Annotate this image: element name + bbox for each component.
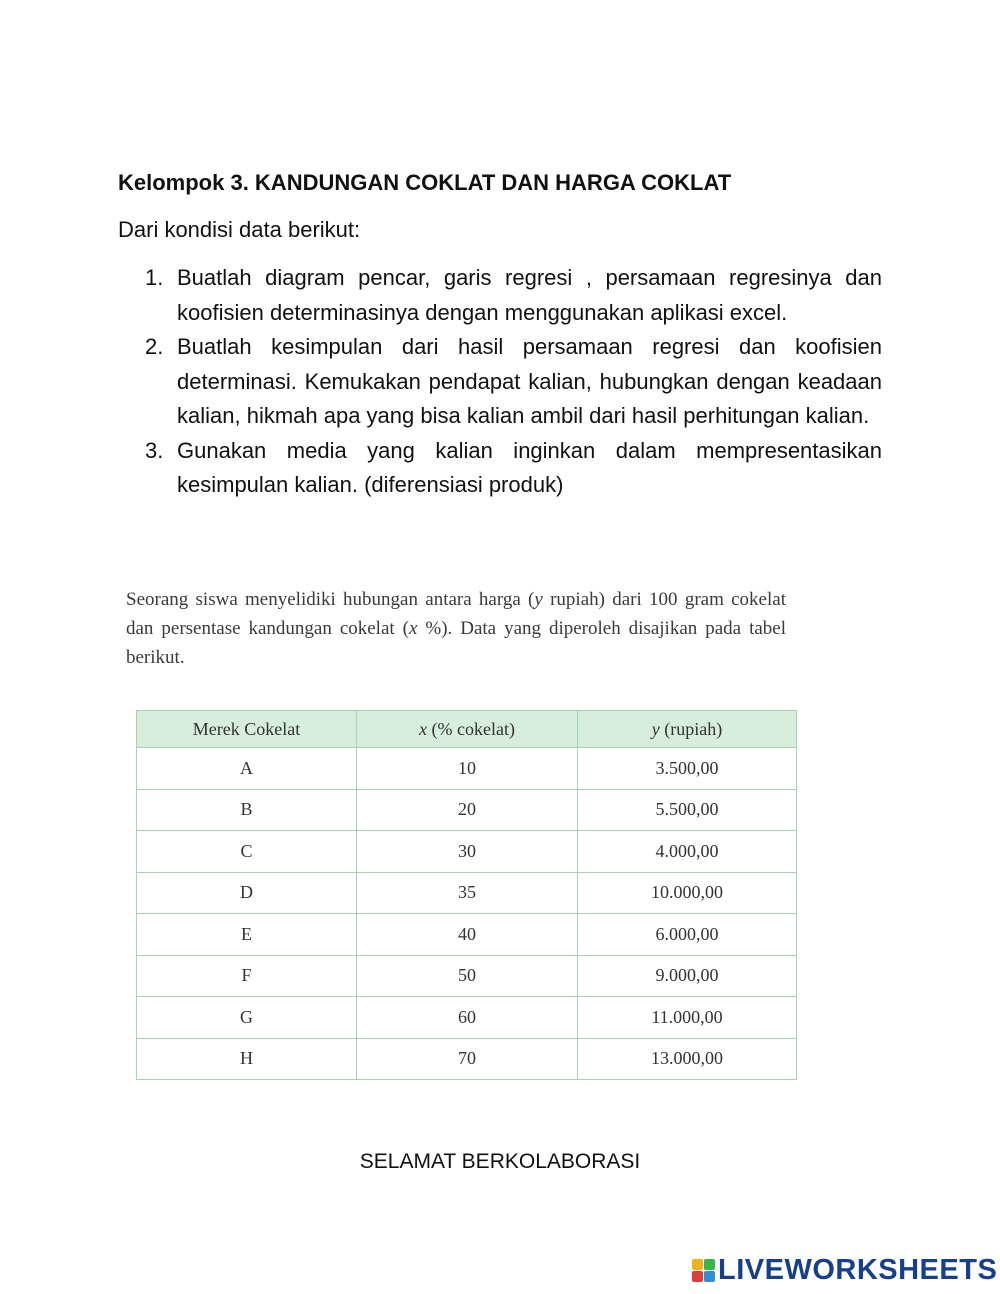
- table-row: [137, 789, 797, 831]
- logo-square: [704, 1271, 715, 1282]
- header-y: [578, 711, 797, 748]
- task-text: Buatlah diagram pencar, garis regresi , persamaan regresinya dan koofisien determinasinya dengan menggunakan aplikasi excel.: [177, 265, 882, 325]
- cell-x: 50: [357, 955, 578, 997]
- cell-y: 6.000,00: [578, 914, 797, 956]
- table-row: [137, 1038, 797, 1080]
- task-text: Buatlah kesimpulan dari hasil persamaan regresi dan koofisien determinasi. Kemukakan pendapat kalian, hubungkan dengan keadaan kalian, hikmah apa yang bisa kalian ambil dari hasil perhitungan kalian.: [177, 334, 882, 428]
- header-brand: Merek Cokelat: [137, 711, 357, 748]
- task-item: [118, 261, 882, 330]
- cell-x: 35: [357, 872, 578, 914]
- cell-y: 4.000,00: [578, 831, 797, 873]
- table-row: [137, 914, 797, 956]
- liveworksheets-logo-icon: [692, 1259, 714, 1281]
- cell-x: 10: [357, 748, 578, 790]
- cell-y: 11.000,00: [578, 997, 797, 1039]
- task-number: 3.: [145, 437, 164, 463]
- page-title: Kelompok 3. KANDUNGAN COKLAT DAN HARGA COKLAT: [118, 170, 732, 195]
- task-list: [118, 261, 882, 503]
- cell-y: 3.500,00: [578, 748, 797, 790]
- cell-y: 10.000,00: [578, 872, 797, 914]
- task-item: [118, 434, 882, 503]
- intro-text: Dari kondisi data berikut:: [118, 217, 361, 242]
- cell-brand: F: [137, 955, 357, 997]
- cell-x: 40: [357, 914, 578, 956]
- cell-y: 5.500,00: [578, 789, 797, 831]
- logo-text: LIVEWORKSHEETS: [718, 1254, 998, 1286]
- cell-y: 9.000,00: [578, 955, 797, 997]
- chocolate-data-table: [136, 710, 797, 1080]
- table-row: [137, 748, 797, 790]
- table-row: [137, 955, 797, 997]
- cell-brand: G: [137, 997, 357, 1039]
- logo-square: [692, 1271, 703, 1282]
- cell-brand: A: [137, 748, 357, 790]
- problem-text: %). Data yang diperoleh disajikan pada tabel berikut.: [126, 618, 786, 668]
- table-row: [137, 831, 797, 873]
- cell-x: 70: [357, 1038, 578, 1080]
- logo-square: [692, 1259, 703, 1270]
- cell-brand: H: [137, 1038, 357, 1080]
- task-text: Gunakan media yang kalian inginkan dalam mempresentasikan kesimpulan kalian. (diferensiasi produk): [177, 437, 882, 497]
- table-row: [137, 872, 797, 914]
- problem-text: rupiah) dari 100 gram cokelat dan persentase kandungan cokelat (: [126, 589, 786, 639]
- task-number: 1.: [145, 265, 164, 290]
- task-number: 2.: [145, 334, 164, 359]
- cell-x: 20: [357, 789, 578, 831]
- cell-brand: E: [137, 914, 357, 956]
- logo-square: [704, 1259, 715, 1270]
- cell-brand: D: [137, 872, 357, 914]
- cell-brand: B: [137, 789, 357, 831]
- header-x-label: (% cokelat): [427, 718, 515, 739]
- cell-brand: C: [137, 831, 357, 873]
- cell-x: 30: [357, 831, 578, 873]
- cell-y: 13.000,00: [578, 1038, 797, 1080]
- closing-text: SELAMAT BERKOLABORASI: [359, 1150, 641, 1173]
- variable-y: y: [534, 589, 543, 610]
- table-row: [137, 997, 797, 1039]
- cell-x: 60: [357, 997, 578, 1039]
- variable-x: x: [408, 618, 418, 639]
- liveworksheets-logo: [692, 1255, 997, 1285]
- header-x: [357, 711, 578, 748]
- problem-statement: [126, 585, 786, 672]
- header-y-label: (rupiah): [659, 718, 723, 739]
- table-header-row: [137, 711, 797, 748]
- task-item: [118, 330, 882, 434]
- problem-text: Seorang siswa menyelidiki hubungan antara harga (: [126, 589, 535, 610]
- header-x-var: x: [419, 718, 428, 739]
- header-y-var: y: [651, 718, 660, 739]
